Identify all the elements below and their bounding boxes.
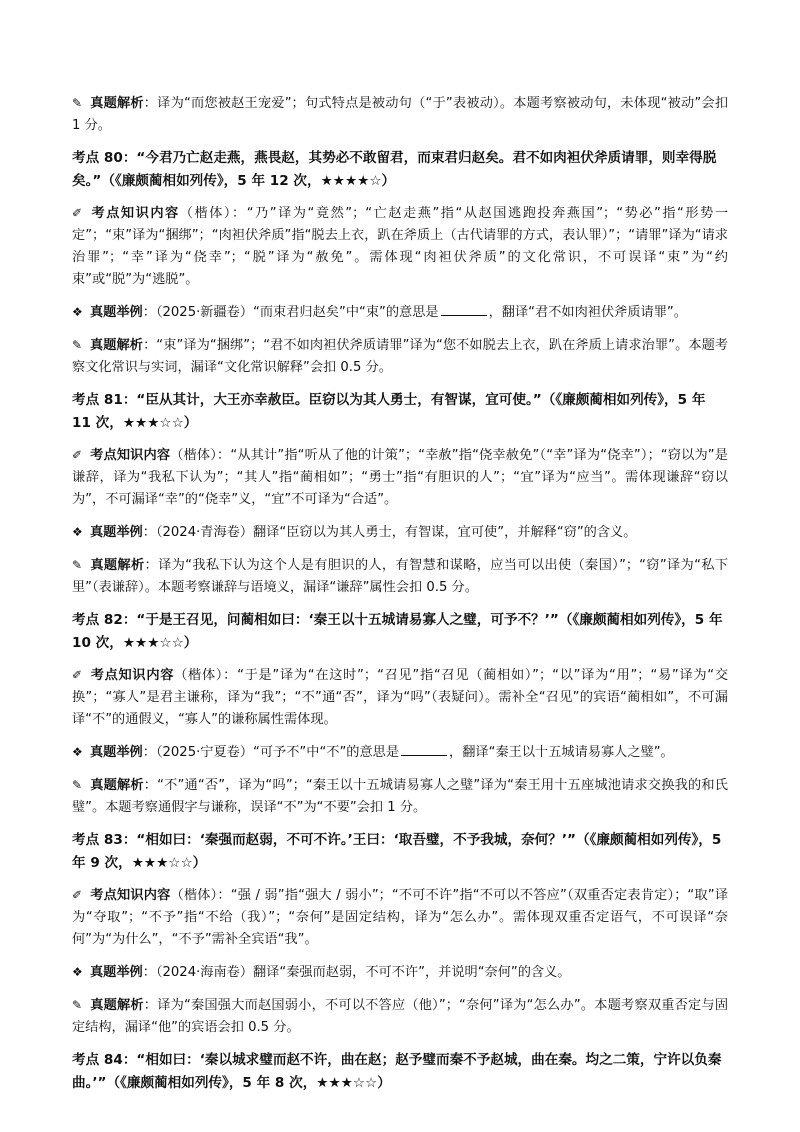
pencil-icon: ✎ — [72, 96, 83, 110]
example-text-after-blank: ，翻译“君不如肉袒伏斧质请罪”。 — [488, 305, 687, 320]
knowledge-paragraph — [72, 202, 728, 291]
analysis-label: 真题解析 — [90, 338, 144, 353]
pencil-icon: ✎ — [72, 998, 83, 1012]
kaodian-heading: 考点 84：“相如曰：‘秦以城求璧而赵不许，曲在赵；赵予璧而秦不予赵城，曲在秦。均之二策，宁许以负秦曲。’”（《廉颇蔺相如列传》，5 年 8 次，★★★☆☆） — [72, 1052, 722, 1091]
example-text: ：（2025·宁夏卷）“可予不”中“不”的意思是 — [142, 745, 400, 760]
example-label: 真题举例 — [90, 965, 143, 980]
document-page — [72, 92, 728, 1104]
knowledge-paragraph — [72, 884, 728, 951]
pencil-icon: ✎ — [72, 558, 83, 572]
analysis-text: ：“不”通“否”，译为“吗”；“秦王以十五城请易寡人之璧”译为“秦王用十五座城池请求交换我的和氏璧”。本题考察通假字与谦称，误译“不”为“不要”会扣 1 分。 — [72, 778, 728, 815]
analysis-text: ：译为“我私下认为这个人是有胆识的人，有智慧和谋略，应当可以出使（秦国）”；“窃”译为“私下里”（表谦辞）。本题考察谦辞与语境义，漏译“谦辞”属性会扣 0.5 分。 — [72, 558, 729, 595]
example-text: ：（2024·海南卷）翻译“秦强而赵弱，不可不许”，并说明“奈何”的含义。 — [142, 965, 571, 980]
knowledge-text: （楷体）：“从其计”指“听从了他的计策”；“幸赦”指“侥幸赦免”（“幸”译为“侥幸”）；“窃以为”是谦辞，译为“我私下认为”；“其人”指“蔺相如”；“勇士”指“有胆识的人”；“宜”译为“应当”。需体现谦辞“窃以为”，不可漏译“幸”的“侥幸”义，“宜”不可译为“合适”。 — [72, 448, 728, 507]
analysis-paragraph — [72, 774, 728, 819]
knowledge-label: 考点知识内容 — [90, 206, 180, 221]
pen-icon: ✐ — [72, 206, 83, 220]
analysis-label: 真题解析 — [90, 558, 145, 573]
diamond-bullet-icon: ❖ — [72, 525, 83, 539]
analysis-text: ：译为“秦国强大而赵国弱小，不可以不答应（他）”；“奈何”译为“怎么办”。本题考察双重否定与固定结构，漏译“他”的宾语会扣 0.5 分。 — [72, 998, 729, 1035]
diamond-bullet-icon: ❖ — [72, 305, 83, 319]
knowledge-text: （楷体）：“强 / 弱”指“强大 / 弱小”；“不可不许”指“不可以不答应”（双重否定表肯定）；“取”译为“夺取”；“不予”指“不给（我）”；“奈何”是固定结构，译为“怎么办”。需体现双重否定语气，不可误译“奈何”为“为什么”，“不予”需补全宾语“我”。 — [72, 888, 729, 947]
analysis-paragraph — [72, 334, 728, 379]
kaodian-heading: 考点 80：“今君乃亡赵走燕，燕畏赵，其势必不敢留君，而束君归赵矣。君不如肉袒伏斧质请罪，则幸得脱矣。”（《廉颇蔺相如列传》，5 年 12 次，★★★★☆） — [72, 150, 717, 189]
example-text: ：（2025·新疆卷）“而束君归赵矣”中“束”的意思是 — [142, 305, 439, 320]
pen-icon: ✐ — [72, 668, 83, 682]
knowledge-paragraph — [72, 664, 728, 731]
example-text: ：（2024·青海卷）翻译“臣窃以为其人勇士，有智谋，宜可使”，并解释“窃”的含义。 — [142, 525, 637, 540]
example-label: 真题举例 — [90, 305, 143, 320]
kaodian-heading: 考点 81：“臣从其计，大王亦幸赦臣。臣窃以为其人勇士，有智谋，宜可使。”（《廉颇蔺相如列传》，5 年 11 次，★★★☆☆） — [72, 392, 706, 431]
example-text-after-blank: ，翻译“秦王以十五城请易寡人之璧”。 — [449, 745, 674, 760]
analysis-text: ：“束”译为“捆绑”；“君不如肉袒伏斧质请罪”译为“您不如脱去上衣，趴在斧质上请求治罪”。本题考察文化常识与实词，漏译“文化常识解释”会扣 0.5 分。 — [72, 338, 728, 375]
example-label: 真题举例 — [90, 525, 143, 540]
example-paragraph — [72, 961, 728, 984]
answer-blank — [401, 743, 447, 756]
knowledge-label: 考点知识内容 — [90, 888, 171, 903]
diamond-bullet-icon: ❖ — [72, 965, 83, 979]
diamond-bullet-icon: ❖ — [72, 745, 83, 759]
example-label: 真题举例 — [90, 745, 143, 760]
analysis-paragraph — [72, 92, 728, 137]
example-paragraph — [72, 741, 728, 764]
knowledge-text: （楷体）：“于是”译为“在这时”；“召见”指“召见（蔺相如）”；“以”译为“用”；“易”译为“交换”；“寡人”是君主谦称，译为“我”；“不”通“否”，译为“吗”（表疑问）。需补全“召见”的宾语“蔺相如”，不可漏译“不”的通假义，“寡人”的谦称属性需体现。 — [72, 668, 729, 727]
knowledge-text: （楷体）：“乃”译为“竟然”；“亡赵走燕”指“从赵国逃跑投奔燕国”；“势必”指“形势一定”；“束”译为“捆绑”；“肉袒伏斧质”指“脱去上衣，趴在斧质上（古代请罪的方式，表认罪）”；“请罪”译为“请求治罪”；“幸”译为“侥幸”；“脱”译为“赦免”。需体现“肉袒伏斧质”的文化常识，不可误译“束”为“约束”或“脱”为“逃脱”。 — [72, 206, 729, 287]
answer-blank — [441, 303, 487, 316]
analysis-label: 真题解析 — [90, 998, 144, 1013]
pen-icon: ✐ — [72, 888, 83, 902]
example-paragraph — [72, 521, 728, 544]
kaodian-heading: 考点 82：“于是王召见，问蔺相如曰：‘秦王以十五城请易寡人之璧，可予不？’”（《廉颇蔺相如列传》，5 年 10 次，★★★☆☆） — [72, 612, 723, 651]
analysis-label: 真题解析 — [90, 778, 144, 793]
analysis-paragraph — [72, 554, 728, 599]
knowledge-paragraph — [72, 444, 728, 511]
knowledge-label: 考点知识内容 — [90, 448, 171, 463]
analysis-label: 真题解析 — [90, 96, 144, 111]
pen-icon: ✐ — [72, 448, 83, 462]
example-paragraph — [72, 301, 728, 324]
analysis-text: ：译为“而您被赵王宠爱”；句式特点是被动句（“于”表被动）。本题考察被动句，未体现“被动”会扣 1 分。 — [72, 96, 729, 133]
pencil-icon: ✎ — [72, 338, 83, 352]
kaodian-heading: 考点 83：“相如曰：‘秦强而赵弱，不可不许。’王曰：‘取吾璧，不予我城，奈何？’”（《廉颇蔺相如列传》，5 年 9 次，★★★☆☆） — [72, 832, 722, 871]
analysis-paragraph — [72, 994, 728, 1039]
knowledge-label: 考点知识内容 — [90, 668, 175, 683]
pencil-icon: ✎ — [72, 778, 83, 792]
